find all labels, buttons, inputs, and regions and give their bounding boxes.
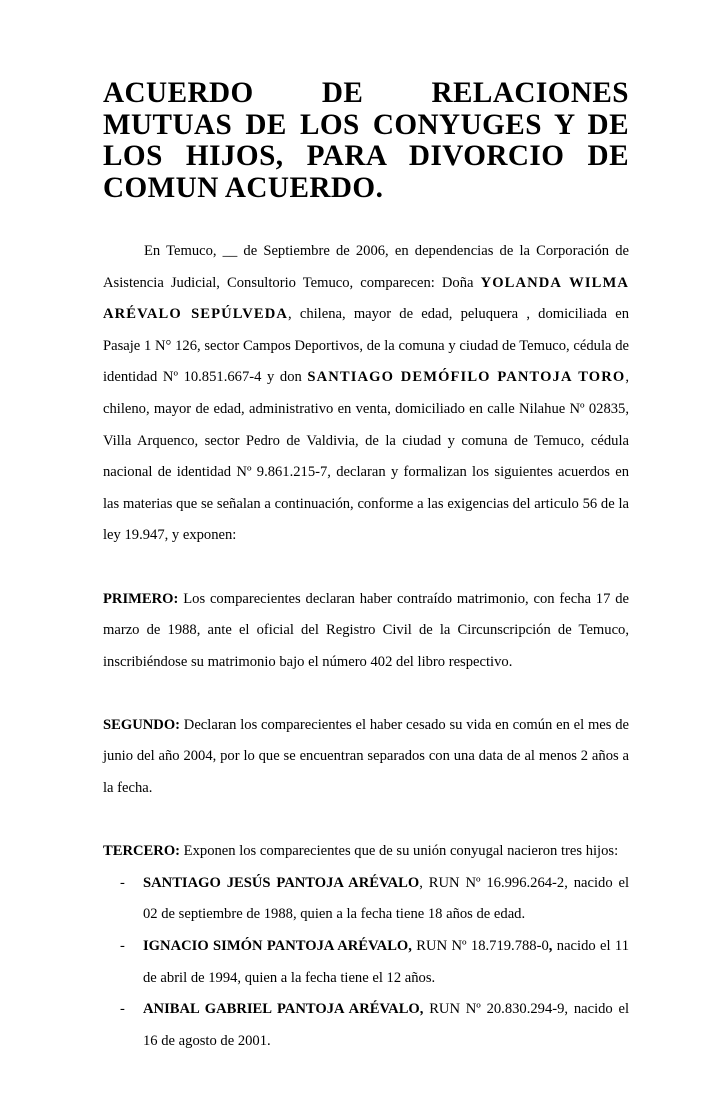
clause-tercero: [103, 836, 629, 868]
child-run: , RUN Nº 16.996.264-2,: [419, 874, 568, 891]
clause-label-primero: PRIMERO:: [103, 590, 179, 607]
spacer: [103, 805, 629, 837]
clause-label-tercero: TERCERO:: [103, 843, 181, 860]
clause-label-segundo: SEGUNDO:: [103, 716, 181, 733]
list-item: [103, 994, 629, 1057]
clause-text-primero: Los comparecientes declaran haber contraído matrimonio, con fecha 17 de marzo de 1988, ante el oficial del Registro Civil de la Circunscripción de Temuco, inscribiéndose su matrimonio bajo el número 402 del libro respectivo.: [103, 590, 629, 670]
child-run: RUN Nº 18.719.788-0: [411, 938, 549, 955]
clause-primero: [103, 584, 629, 679]
list-item: [103, 931, 629, 994]
child-name: ANIBAL GABRIEL PANTOJA ARÉVALO,: [143, 1001, 424, 1018]
child-name: SANTIAGO JESÚS PANTOJA ARÉVALO: [143, 874, 420, 891]
intro-text-2: , chilena, mayor de edad, peluquera , domiciliada en Pasaje 1 N° 126, sector Campos Deportivos, de la comuna y ciudad de Temuco, cédula de identidad Nº 10.851.667-4 y don: [103, 306, 629, 386]
spacer: [103, 552, 629, 584]
clause-text-tercero: Exponen los comparecientes que de su unión conyugal nacieron tres hijos:: [180, 843, 619, 860]
child-name: IGNACIO SIMÓN PANTOJA ARÉVALO,: [143, 938, 412, 955]
child-detail: nacido el 02 de septiembre de 1988, quien a la fecha tiene 18 años de edad.: [143, 874, 630, 923]
party-name-2: SANTIAGO DEMÓFILO PANTOJA TORO: [307, 369, 626, 386]
spacer: [103, 678, 629, 710]
intro-paragraph: [103, 236, 629, 552]
child-detail: nacido el 11 de abril de 1994, quien a la fecha tiene el 12 años.: [143, 938, 629, 986]
clause-text-segundo: Declaran los comparecientes el haber cesado su vida en común en el mes de junio del año 2004, por lo que se encuentran separados con una data de al menos 2 años a la fecha.: [103, 716, 629, 797]
child-run: RUN Nº 20.830.294-9,: [423, 1001, 569, 1018]
clause-segundo: [103, 710, 629, 805]
list-item: [103, 868, 629, 931]
child-run-suffix: ,: [548, 938, 553, 955]
list-dash: -: [120, 938, 125, 955]
spacer: [103, 204, 629, 236]
document-page: [103, 78, 629, 1057]
title-line-1: ACUERDO DE RELACIONES MUTUAS DE LOS CONYUGES Y DE: [103, 77, 629, 141]
list-dash: -: [120, 1001, 125, 1018]
title-line-2: LOS HIJOS, PARA DIVORCIO DE COMUN ACUERDO.: [103, 140, 629, 204]
intro-text-3: , chileno, mayor de edad, administrativo en venta, domiciliado en calle Nilahue Nº 02835, Villa Arquenco, sector Pedro de Valdivia, de la ciudad y comuna de Temuco, cédula nacional de identidad Nº 9.861.215-7, declaran y formalizan los siguientes acuerdos en las materias que se señalan a continuación, conforme a las exigencias del articulo 56 de la ley 19.947, y exponen:: [103, 369, 629, 544]
list-dash: -: [120, 874, 125, 891]
child-detail: nacido el 16 de agosto de 2001.: [143, 1001, 630, 1049]
party-name-1: YOLANDA WILMA ARÉVALO SEPÚLVEDA: [103, 274, 629, 323]
children-list: [103, 868, 629, 1058]
intro-text-1: En Temuco, __ de Septiembre de 2006, en dependencias de la Corporación de Asistencia Judicial, Consultorio Temuco, comparecen: Doña: [103, 242, 629, 291]
document-title: [103, 78, 629, 204]
